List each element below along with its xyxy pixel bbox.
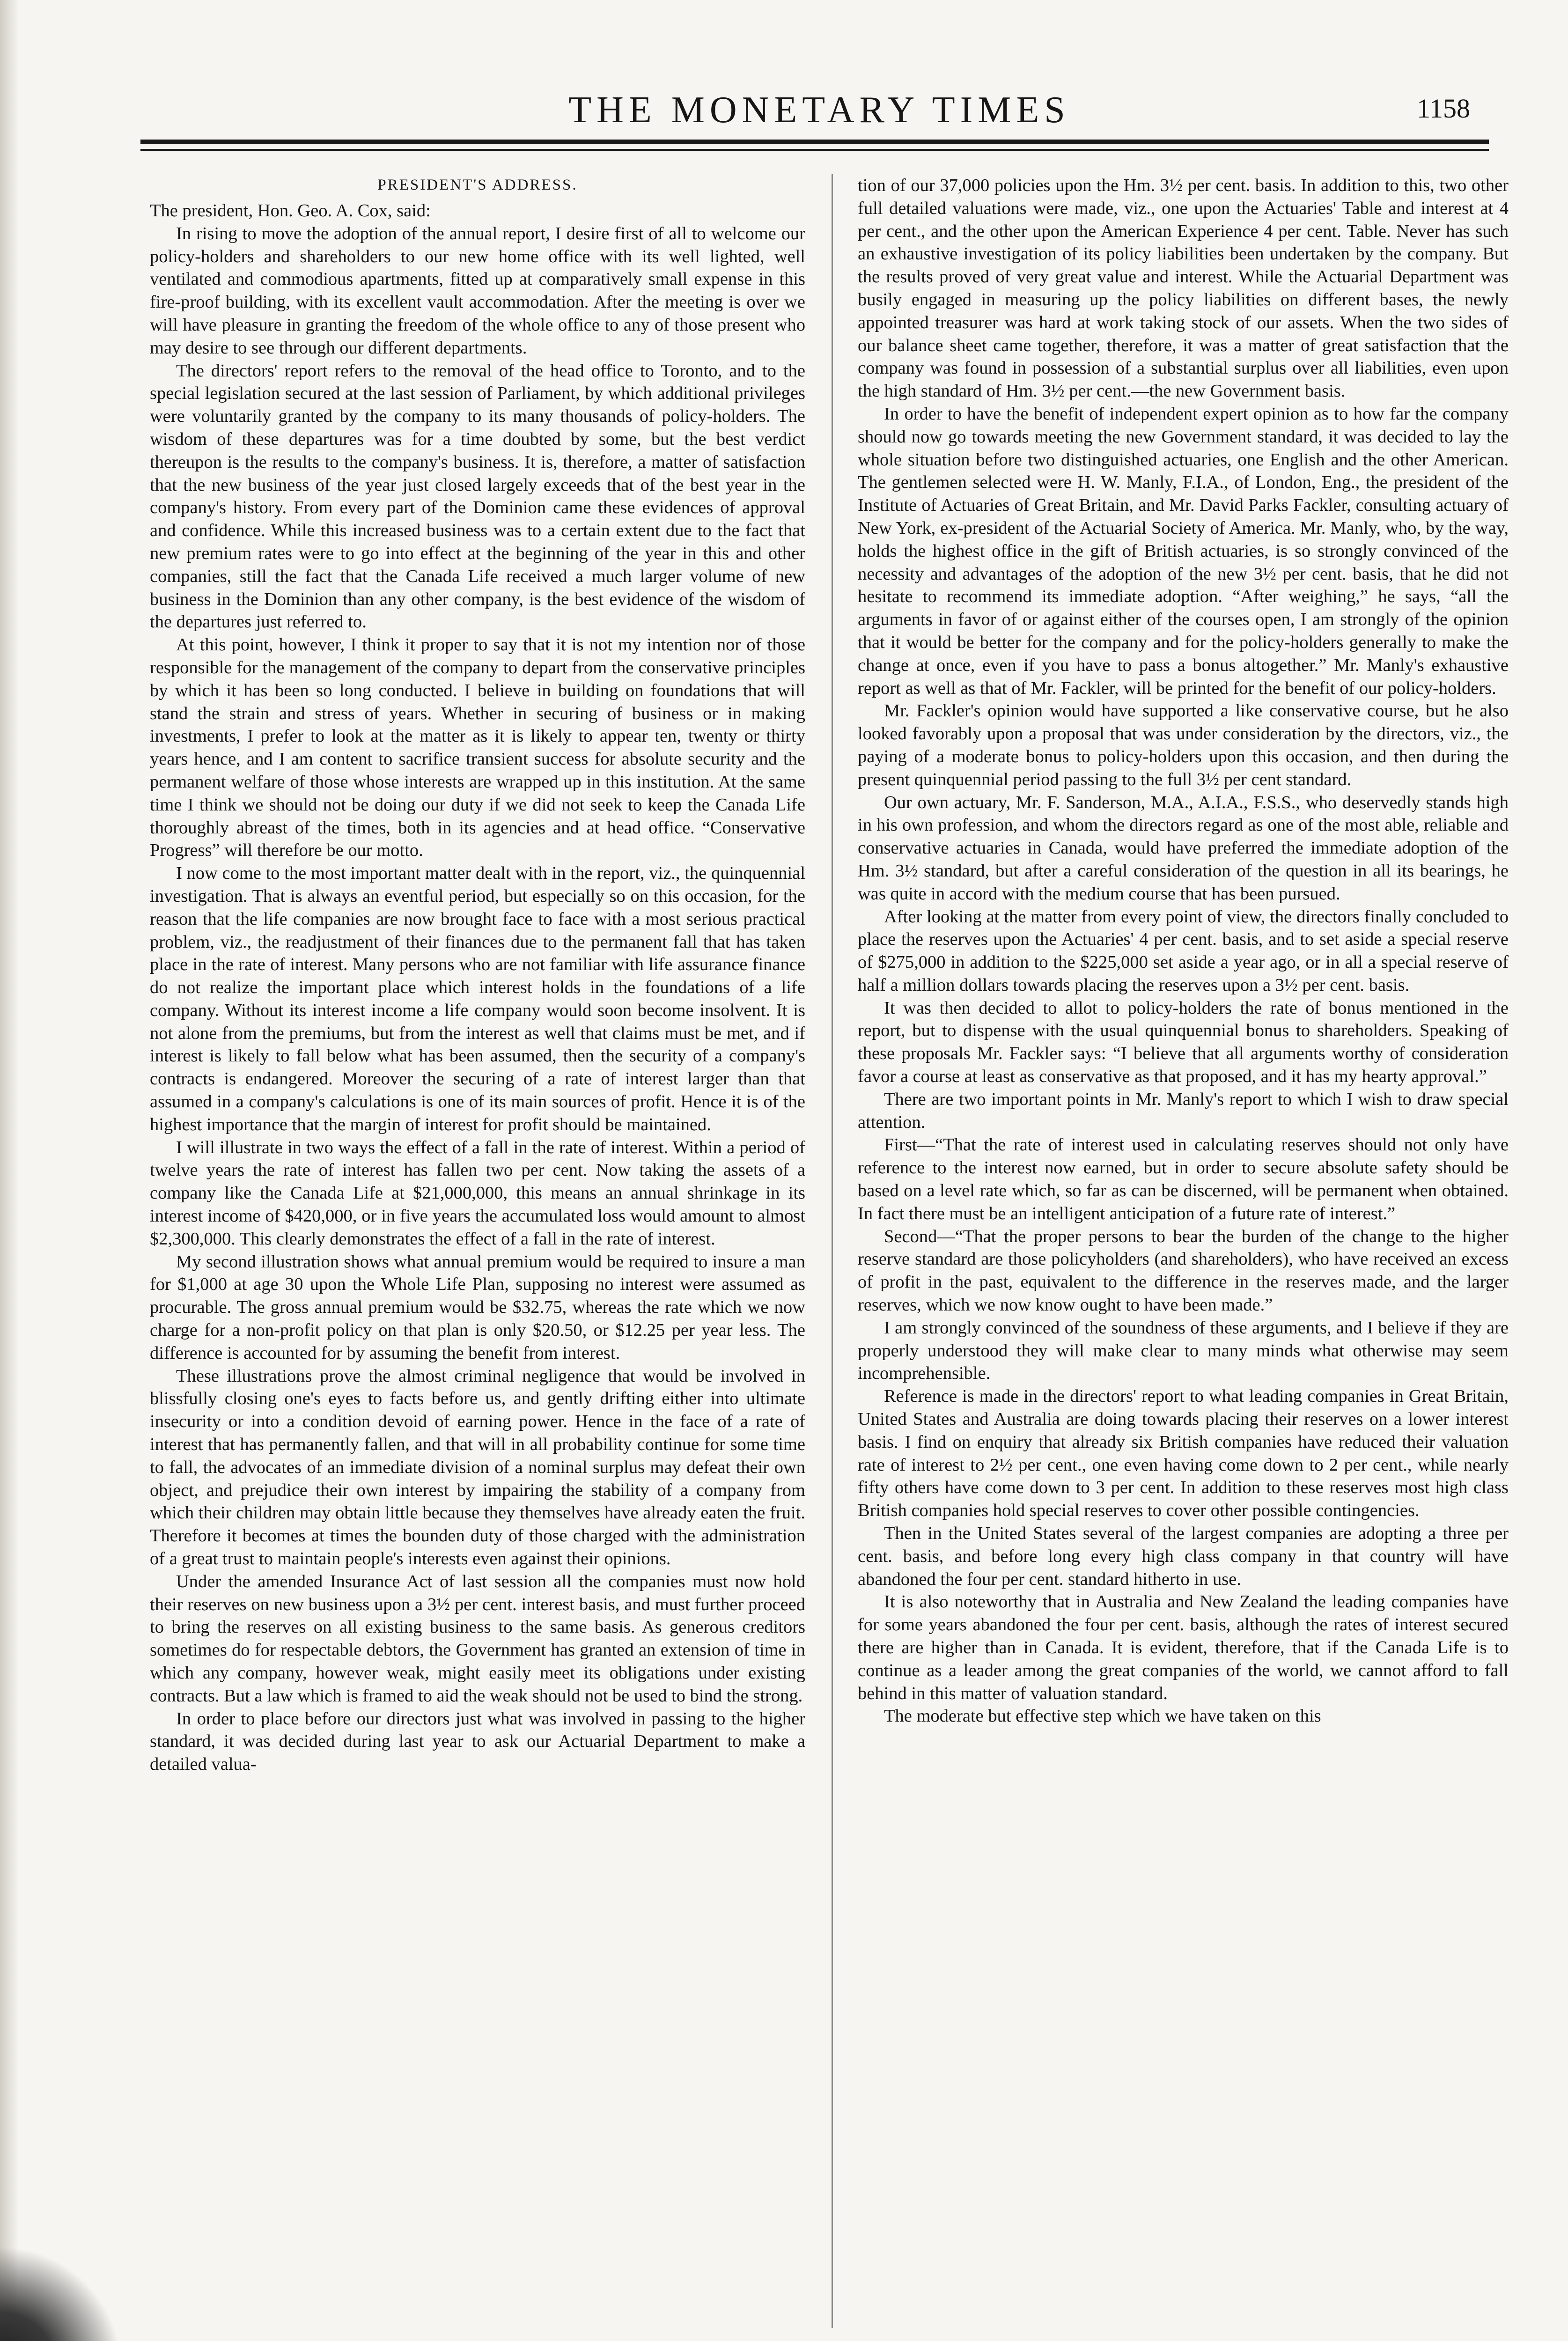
paragraph: I will illustrate in two ways the effect of a fall in the rate of interest. Within a period of twelve years the rate of interest has fallen two per cent. Now taking the assets of a company like the Canada Life at $21,000,000, this means an annual shrinkage in its interest income of $420,000, or in five years the accumulated loss would amount to almost $2,300,000. This clearly demonstrates the effect of a fall in the rate of interest. — [150, 1137, 805, 1249]
paragraph: tion of our 37,000 policies upon the Hm. 3½ per cent. basis. In addition to this, two other full detailed valuations were made, viz., one upon the Actuaries' Table and interest at 4 per cent., and the other upon the American Experience 4 per cent. Table. Never has such an exhaustive investigation of its policy liabilities been undertaken by the company. But the results proved of very great value and interest. While the Actuarial Department was busily engaged in measuring up the policy liabilities on different bases, the newly appointed treasurer was hard at work taking stock of our assets. When the two sides of our balance sheet came together, therefore, it was a matter of great satisfaction that the company was found in possession of a substantial surplus over all liabilities, even upon the high standard of Hm. 3½ per cent.—the new Government basis. — [858, 176, 1509, 401]
byline: The president, Hon. Geo. A. Cox, said: — [150, 201, 431, 221]
paragraph: It is also noteworthy that in Australia and New Zealand the leading companies have for some years abandoned the four per cent. basis, although the rates of interest secured there are higher than in Canada. It is evident, therefore, that if the Canada Life is to continue as a leader among the great companies of the world, we cannot afford to fall behind in this matter of valuation standard. — [858, 1592, 1509, 1703]
masthead — [140, 89, 1498, 136]
masthead-rule-thick — [140, 140, 1489, 144]
masthead-rule-thin — [140, 149, 1489, 151]
paragraph: In order to have the benefit of independent expert opinion as to how far the company should now go towards meeting the new Government standard, it was decided to lay the whole situation before two distinguished actuaries, one English and the other American. The gentlemen selected were H. W. Manly, F.I.A., of London, Eng., the president of the Institute of Actuaries of Great Britain, and Mr. David Parks Fackler, consulting actuary of New York, ex-president of the Actuarial Society of America. Mr. Manly, who, by the way, holds the highest office in the gift of British actuaries, is so strongly convinced of the necessity and advantages of the adoption of the new 3½ per cent. basis, that he did not hesitate to recommend its immediate adoption. “After weighing,” he says, “all the arguments in favor of or against either of the courses open, I am strongly of the opinion that it would be better for the company and for the policy-holders generally to make the change at once, even if you have to pass a bonus altogether.” Mr. Manly's exhaustive report as well as that of Mr. Fackler, will be printed for the benefit of our policy-holders. — [858, 404, 1509, 698]
page-binding-shadow — [0, 0, 19, 2341]
paragraph: Under the amended Insurance Act of last session all the companies must now hold their reserves on new business upon a 3½ per cent. interest basis, and must further proceed to bring the reserves on all existing business to the same basis. As generous creditors sometimes do for respectable debtors, the Government has granted an extension of time in which any company, however weak, might easily meet its obligations under existing contracts. But a law which is framed to aid the weak should not be used to bind the strong. — [150, 1571, 805, 1706]
paragraph: There are two important points in Mr. Manly's report to which I wish to draw special attention. — [858, 1089, 1509, 1132]
paragraph: It was then decided to allot to policy-holders the rate of bonus mentioned in the report, but to dispense with the usual quinquennial bonus to shareholders. Speaking of these proposals Mr. Fackler says: “I believe that all arguments worthy of consideration favor a course at least as conservative as that proposed, and it has my hearty approval.” — [858, 998, 1509, 1087]
right-column — [858, 174, 1509, 2341]
page-corner-shadow — [0, 2228, 122, 2341]
paragraph: My second illustration shows what annual premium would be required to insure a man for $1,000 at age 30 upon the Whole Life Plan, supposing no interest were assumed as procurable. The gross annual premium would be $32.75, whereas the rate which we now charge for a non-profit policy on that plan is only $20.50, or $12.25 per year less. The difference is accounted for by assuming the benefit from interest. — [150, 1251, 805, 1363]
paragraph: Reference is made in the directors' report to what leading companies in Great Britain, United States and Australia are doing towards placing their reserves on a lower interest basis. I find on enquiry that already six British companies have reduced their valuation rate of interest to 2½ per cent., one even having come down to 2 per cent., while nearly fifty others have come down to 3 per cent. In addition to these reserves most high class British companies hold special reserves to cover other possible contingencies. — [858, 1386, 1509, 1521]
section-heading: PRESIDENT'S ADDRESS. — [377, 177, 578, 193]
publication-title: THE MONETARY TIMES — [568, 89, 1070, 131]
left-column — [150, 174, 805, 2341]
paragraph: Mr. Fackler's opinion would have supported a like conservative course, but he also looked favorably upon a proposal that was under consideration by the directors, viz., the paying of a moderate bonus to policy-holders upon this occasion, and then during the present quinquennial period passing to the full 3½ per cent standard. — [858, 701, 1509, 789]
paragraph: Second—“That the proper persons to bear the burden of the change to the higher reserve standard are those policyholders (and shareholders), who have received an excess of profit in the past, equivalent to the difference in the reserves made, and the larger reserves, which we now know ought to have been made.” — [858, 1226, 1509, 1315]
paragraph: In rising to move the adoption of the annual report, I desire first of all to welcome our policy-holders and shareholders to our new home office with its well lighted, well ventilated and commodious apartments, fitted up at comparatively small expense in this fire-proof building, with its excellent vault accommodation. After the meeting is over we will have pleasure in granting the freedom of the whole office to any of those present who may desire to see through our different departments. — [150, 223, 805, 358]
paragraph: The moderate but effective step which we have taken on this — [884, 1706, 1321, 1726]
paragraph: I now come to the most important matter dealt with in the report, viz., the quinquennial investigation. That is always an eventful period, but especially so on this occasion, for the reason that the life companies are now brought face to face with a most serious practical problem, viz., the readjustment of their finances due to the permanent fall that has taken place in the rate of interest. Many persons who are not familiar with life assurance finance do not realize the important place which interest holds in the foundations of a life company. Without its interest income a life company would soon become insolvent. It is not alone from the premiums, but from the interest as well that claims must be met, and if interest is likely to fall below what has been assumed, then the security of a company's contracts is endangered. Moreover the securing of a rate of interest larger than that assumed in a company's calculations is one of its main sources of profit. Hence it is of the highest importance that the margin of interest for profit should be maintained. — [150, 863, 805, 1134]
paragraph: At this point, however, I think it proper to say that it is not my intention nor of those responsible for the management of the company to depart from the conservative principles by which it has been so long conducted. I believe in building on foundations that will stand the strain and stress of years. Whether in securing of business or in making investments, I prefer to look at the matter as it is likely to appear ten, twenty or thirty years hence, and I am content to sacrifice transient success for absolute security and the permanent welfare of those whose interests are wrapped up in this institution. At the same time I think we should not be doing our duty if we did not seek to keep the Canada Life thoroughly abreast of the times, both in its agencies and at head office. “Conservative Progress” will therefore be our motto. — [150, 635, 805, 861]
paragraph: Then in the United States several of the largest companies are adopting a three per cent. basis, and before long every high class company in that country will have abandoned the four per cent. standard hitherto in use. — [858, 1524, 1509, 1589]
paragraph: I am strongly convinced of the soundness of these arguments, and I believe if they are properly understood they will make clear to many minds what otherwise may seem incomprehensible. — [858, 1318, 1509, 1384]
paragraph: After looking at the matter from every point of view, the directors finally concluded to place the reserves upon the Actuaries' 4 per cent. basis, and to set aside a special reserve of $275,000 in addition to the $225,000 set aside a year ago, or in all a special reserve of half a million dollars towards placing the reserves upon a 3½ per cent. basis. — [858, 906, 1509, 995]
paragraph: First—“That the rate of interest used in calculating reserves should not only have reference to the interest now earned, but in order to secure absolute safety should be based on a level rate which, so far as can be discerned, will be permanent when obtained. In fact there must be an intelligent anticipation of a future rate of interest.” — [858, 1135, 1509, 1223]
paragraph: In order to place before our directors just what was involved in passing to the higher standard, it was decided during last year to ask our Actuarial Department to make a detailed valua- — [150, 1708, 805, 1774]
column-divider — [832, 174, 833, 2328]
paragraph: These illustrations prove the almost criminal negligence that would be involved in blissfully closing one's eyes to facts before us, and gently drifting either into ultimate insecurity or into a condition devoid of earning power. Hence in the face of a rate of interest that has permanently fallen, and that will in all probability continue for some time to fall, the advocates of an immediate division of a nominal surplus may defeat their own object, and prejudice their own interest by impairing the stability of a company from which their children may obtain little because they themselves have already eaten the fruit. Therefore it becomes at times the bounden duty of those charged with the administration of a great trust to maintain people's interests even against their opinions. — [150, 1366, 805, 1569]
page-number: 1158 — [1417, 93, 1470, 124]
paragraph: Our own actuary, Mr. F. Sanderson, M.A., A.I.A., F.S.S., who deservedly stands high in his own profession, and whom the directors regard as one of the most able, reliable and conservative actuaries in Canada, would have preferred the immediate adoption of the Hm. 3½ standard, but after a careful consideration of the question in all its bearings, he was quite in accord with the medium course that has been pursued. — [858, 792, 1509, 904]
paragraph: The directors' report refers to the removal of the head office to Toronto, and to the special legislation secured at the last session of Parliament, by which additional privileges were voluntarily granted by the company to its many thousands of policy-holders. The wisdom of these departures was for a time doubted by some, but the best verdict thereupon is the results to the company's business. It is, therefore, a matter of satisfaction that the new business of the year just closed largely exceeds that of the best year in the company's history. From every part of the Dominion came these evidences of approval and confidence. While this increased business was to a certain extent due to the fact that new premium rates were to go into effect at the beginning of the year in this and other companies, still the fact that the Canada Life received a much larger volume of new business in the Dominion than any other company, is the best evidence of the wisdom of the departures just referred to. — [150, 361, 805, 632]
